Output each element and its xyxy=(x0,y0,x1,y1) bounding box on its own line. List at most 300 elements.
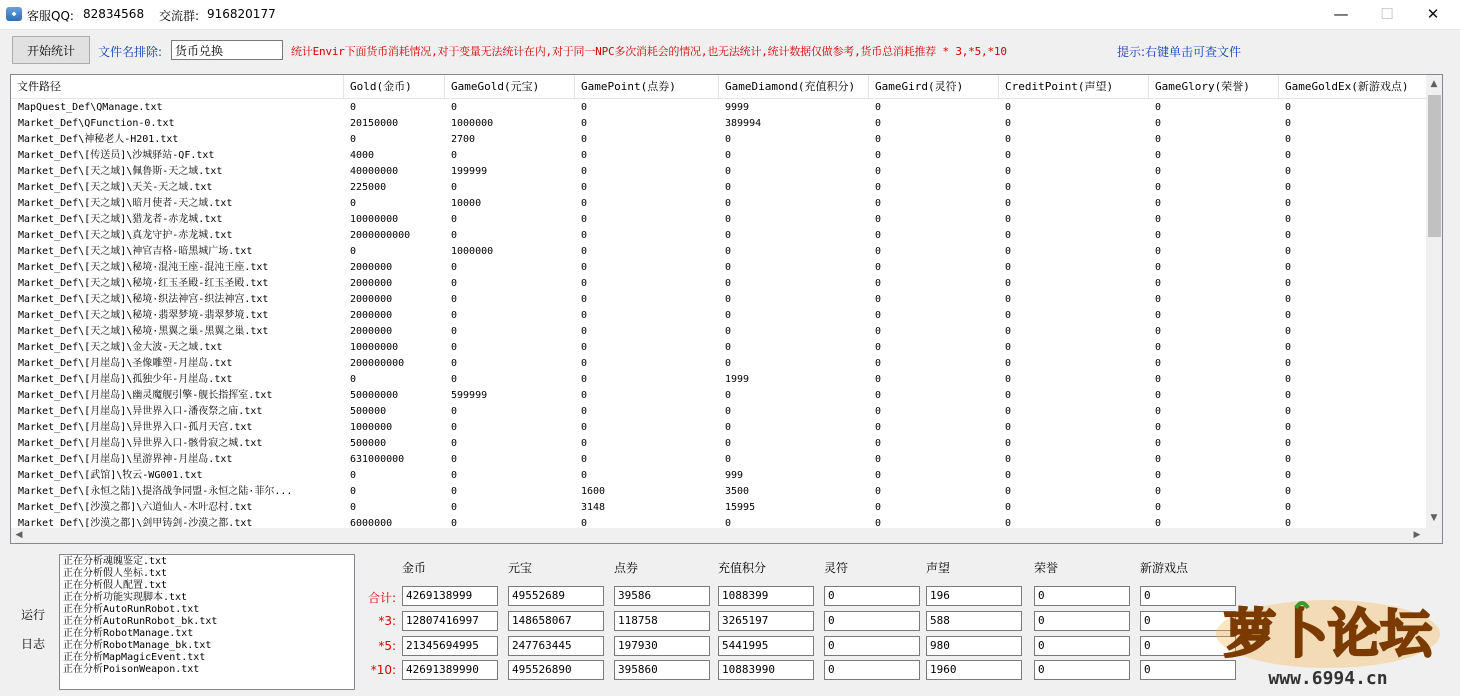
value-cell: 0 xyxy=(581,406,588,417)
start-statistics-button[interactable]: 开始统计 xyxy=(12,36,90,64)
value-cell: 0 xyxy=(1155,246,1162,257)
value-cell: 0 xyxy=(1005,454,1012,465)
value-cell: 9999 xyxy=(725,102,750,113)
table-row[interactable] xyxy=(11,260,1426,276)
log-line: 正在分析RobotManage_bk.txt xyxy=(63,640,212,651)
value-cell: 0 xyxy=(1285,390,1292,401)
column-header[interactable]: GameDiamond(充值积分) xyxy=(718,75,868,99)
value-cell: 0 xyxy=(1005,470,1012,481)
filter-exclude-input[interactable] xyxy=(171,40,283,60)
value-cell: 0 xyxy=(1005,230,1012,241)
log-line: 正在分析PoisonWeapon.txt xyxy=(63,664,200,675)
value-cell: 0 xyxy=(1155,294,1162,305)
value-cell: 0 xyxy=(875,358,882,369)
value-cell: 1000000 xyxy=(451,246,494,257)
value-cell: 0 xyxy=(581,422,588,433)
value-cell: 0 xyxy=(581,246,588,257)
file-path-cell: Market_Def\[天之域]\神官吉格-暗黑城广场.txt xyxy=(18,246,253,257)
value-cell: 0 xyxy=(350,134,357,145)
value-cell: 10000000 xyxy=(350,214,399,225)
value-cell: 0 xyxy=(1005,422,1012,433)
value-cell: 0 xyxy=(1285,438,1292,449)
log-label-bottom: 日志 xyxy=(21,637,46,651)
summary-value-field[interactable]: 39586 xyxy=(614,586,710,606)
value-cell: 225000 xyxy=(350,182,387,193)
value-cell: 0 xyxy=(875,454,882,465)
value-cell: 10000 xyxy=(451,198,482,209)
column-header[interactable]: GameGird(灵符) xyxy=(868,75,998,99)
summary-value-field[interactable]: 10883990 xyxy=(718,660,814,680)
summary-value-field[interactable]: 5441995 xyxy=(718,636,814,656)
table-row[interactable] xyxy=(11,116,1426,132)
summary-row-label: *3: xyxy=(378,614,396,628)
value-cell: 0 xyxy=(350,374,357,385)
value-cell: 0 xyxy=(1155,422,1162,433)
value-cell: 500000 xyxy=(350,438,387,449)
file-path-cell: Market_Def\[月崖岛]\异世界入口-骸骨寂之城.txt xyxy=(18,438,263,449)
column-header[interactable]: 文件路径 xyxy=(17,80,61,93)
value-cell: 0 xyxy=(451,294,458,305)
column-header[interactable]: GameGoldEx(新游戏点) xyxy=(1278,75,1426,99)
scroll-right-icon[interactable]: ▶ xyxy=(1413,530,1421,540)
value-cell: 0 xyxy=(1285,470,1292,481)
summary-value-field[interactable]: 0 xyxy=(1034,586,1130,606)
value-cell: 0 xyxy=(1155,438,1162,449)
value-cell: 0 xyxy=(581,118,588,129)
value-cell: 0 xyxy=(1285,358,1292,369)
summary-value-field[interactable]: 197930 xyxy=(614,636,710,656)
value-cell: 0 xyxy=(1005,406,1012,417)
results-grid[interactable] xyxy=(10,74,1443,544)
summary-value-field[interactable]: 247763445 xyxy=(508,636,604,656)
value-cell: 0 xyxy=(1285,406,1292,417)
grid-body xyxy=(11,100,1426,528)
value-cell: 0 xyxy=(1285,278,1292,289)
value-cell: 0 xyxy=(1155,390,1162,401)
value-cell: 0 xyxy=(451,406,458,417)
value-cell: 389994 xyxy=(725,118,762,129)
summary-value-field[interactable]: 0 xyxy=(824,611,920,631)
grid-header xyxy=(11,75,1426,99)
summary-value-field[interactable]: 0 xyxy=(1140,660,1236,680)
value-cell: 0 xyxy=(1005,342,1012,353)
value-cell: 0 xyxy=(875,438,882,449)
value-cell: 0 xyxy=(725,406,732,417)
value-cell: 2700 xyxy=(451,134,476,145)
value-cell: 999 xyxy=(725,470,744,481)
value-cell: 0 xyxy=(1005,310,1012,321)
value-cell: 0 xyxy=(875,262,882,273)
value-cell: 0 xyxy=(451,326,458,337)
value-cell: 0 xyxy=(581,310,588,321)
file-path-cell: Market_Def\[月崖岛]\异世界入口-潘夜祭之庙.txt xyxy=(18,406,263,417)
value-cell: 0 xyxy=(581,262,588,273)
value-cell: 0 xyxy=(1285,294,1292,305)
value-cell: 0 xyxy=(1005,502,1012,513)
value-cell: 15995 xyxy=(725,502,756,513)
minimize-icon[interactable]: — xyxy=(1333,5,1349,23)
table-row[interactable] xyxy=(11,196,1426,212)
value-cell: 0 xyxy=(1005,374,1012,385)
scroll-down-icon[interactable]: ▼ xyxy=(1430,513,1438,523)
summary-value-field[interactable]: 1088399 xyxy=(718,586,814,606)
summary-value-field[interactable]: 0 xyxy=(1140,636,1236,656)
summary-value-field[interactable]: 118758 xyxy=(614,611,710,631)
value-cell: 0 xyxy=(1005,150,1012,161)
summary-value-field[interactable]: 196 xyxy=(926,586,1022,606)
log-line: 正在分析魂魄鉴定.txt xyxy=(63,556,168,567)
table-row[interactable] xyxy=(11,388,1426,404)
value-cell: 0 xyxy=(581,454,588,465)
value-cell: 0 xyxy=(1155,102,1162,113)
summary-value-field[interactable]: 0 xyxy=(1034,660,1130,680)
value-cell: 0 xyxy=(1285,214,1292,225)
table-row[interactable] xyxy=(11,484,1426,500)
file-path-cell: Market_Def\[天之域]\真龙守护-赤龙城.txt xyxy=(18,230,233,241)
value-cell: 0 xyxy=(581,342,588,353)
value-cell: 0 xyxy=(1285,150,1292,161)
qq-value: 82834568 xyxy=(83,7,145,21)
value-cell: 0 xyxy=(581,390,588,401)
horizontal-scrollbar[interactable] xyxy=(11,528,1426,544)
summary-value-field[interactable]: 495526890 xyxy=(508,660,604,680)
scroll-up-icon[interactable]: ▲ xyxy=(1430,79,1438,89)
app-logo-icon: ◆ xyxy=(6,7,22,21)
value-cell: 0 xyxy=(875,326,882,337)
table-row[interactable] xyxy=(11,308,1426,324)
run-log-textarea[interactable] xyxy=(59,554,355,690)
value-cell: 0 xyxy=(725,342,732,353)
vertical-scrollbar[interactable] xyxy=(1426,75,1443,528)
value-cell: 0 xyxy=(581,230,588,241)
value-cell: 2000000 xyxy=(350,278,393,289)
scroll-corner xyxy=(1426,528,1443,544)
value-cell: 0 xyxy=(875,150,882,161)
vertical-scroll-thumb[interactable] xyxy=(1428,95,1441,237)
value-cell: 20150000 xyxy=(350,118,399,129)
file-path-cell: Market_Def\[天之域]\秘境·红玉圣殿-红玉圣殿.txt xyxy=(18,278,269,289)
value-cell: 0 xyxy=(875,278,882,289)
summary-value-field[interactable]: 588 xyxy=(926,611,1022,631)
value-cell: 0 xyxy=(875,342,882,353)
value-cell: 0 xyxy=(581,518,588,528)
summary-value-field[interactable]: 980 xyxy=(926,636,1022,656)
value-cell: 0 xyxy=(581,374,588,385)
file-path-cell: Market_Def\QFunction-0.txt xyxy=(18,118,175,129)
value-cell: 0 xyxy=(725,326,732,337)
summary-column-header: 点券 xyxy=(614,561,639,575)
table-row[interactable] xyxy=(11,404,1426,420)
table-row[interactable] xyxy=(11,228,1426,244)
watermark-logo-icon xyxy=(1208,594,1448,690)
file-path-cell: Market_Def\[月崖岛]\孤独少年-月崖岛.txt xyxy=(18,374,233,385)
table-row[interactable] xyxy=(11,100,1426,116)
value-cell: 0 xyxy=(451,278,458,289)
value-cell: 0 xyxy=(725,422,732,433)
summary-value-field[interactable]: 0 xyxy=(1034,636,1130,656)
watermark-brand: 萝卜论坛 xyxy=(1223,605,1433,665)
value-cell: 2000000000 xyxy=(350,230,411,241)
table-row[interactable] xyxy=(11,276,1426,292)
value-cell: 0 xyxy=(1005,390,1012,401)
value-cell: 0 xyxy=(725,134,732,145)
value-cell: 0 xyxy=(350,102,357,113)
value-cell: 0 xyxy=(350,502,357,513)
value-cell: 0 xyxy=(451,182,458,193)
value-cell: 0 xyxy=(875,230,882,241)
log-line: 正在分析假人配置.txt xyxy=(63,580,168,591)
summary-value-field[interactable]: 49552689 xyxy=(508,586,604,606)
value-cell: 0 xyxy=(451,470,458,481)
table-row[interactable] xyxy=(11,468,1426,484)
column-header[interactable]: Gold(金币) xyxy=(343,75,444,99)
summary-column-header: 充值积分 xyxy=(718,561,767,575)
summary-value-field[interactable]: 0 xyxy=(824,636,920,656)
value-cell: 631000000 xyxy=(350,454,405,465)
table-row[interactable] xyxy=(11,212,1426,228)
value-cell: 0 xyxy=(1155,326,1162,337)
value-cell: 0 xyxy=(581,166,588,177)
summary-value-field[interactable]: 148658067 xyxy=(508,611,604,631)
file-path-cell: Market_Def\[月崖岛]\异世界入口-孤月天宫.txt xyxy=(18,422,253,433)
table-row[interactable] xyxy=(11,164,1426,180)
value-cell: 0 xyxy=(581,150,588,161)
filter-label: 文件名排除: xyxy=(98,45,163,59)
summary-value-field[interactable]: 0 xyxy=(1034,611,1130,631)
value-cell: 0 xyxy=(1005,438,1012,449)
summary-value-field[interactable]: 21345694995 xyxy=(402,636,498,656)
value-cell: 500000 xyxy=(350,406,387,417)
value-cell: 0 xyxy=(1155,166,1162,177)
table-row[interactable] xyxy=(11,452,1426,468)
value-cell: 0 xyxy=(1155,262,1162,273)
value-cell: 0 xyxy=(1155,374,1162,385)
table-row[interactable] xyxy=(11,372,1426,388)
log-line: 正在分析功能实现脚本.txt xyxy=(63,592,188,603)
value-cell: 199999 xyxy=(451,166,488,177)
value-cell: 0 xyxy=(451,102,458,113)
file-path-cell: Market_Def\[天之域]\佩鲁斯-天之域.txt xyxy=(18,166,223,177)
table-row[interactable] xyxy=(11,356,1426,372)
file-path-cell: Market_Def\[月崖岛]\圣像雕塑-月崖岛.txt xyxy=(18,358,233,369)
file-path-cell: Market_Def\[天之域]\天关-天之域.txt xyxy=(18,182,213,193)
summary-column-header: 新游戏点 xyxy=(1140,561,1189,575)
value-cell: 0 xyxy=(875,310,882,321)
file-path-cell: Market_Def\[传送员]\沙城驿站-QF.txt xyxy=(18,150,215,161)
table-row[interactable] xyxy=(11,436,1426,452)
column-header[interactable]: CreditPoint(声望) xyxy=(998,75,1148,99)
column-header[interactable]: GameGold(元宝) xyxy=(444,75,574,99)
title-bar xyxy=(0,0,1460,30)
summary-value-field[interactable]: 0 xyxy=(1140,586,1236,606)
value-cell: 0 xyxy=(875,502,882,513)
value-cell: 0 xyxy=(875,182,882,193)
table-row[interactable] xyxy=(11,132,1426,148)
summary-value-field[interactable]: 0 xyxy=(1140,611,1236,631)
summary-row-label: *5: xyxy=(378,639,396,653)
value-cell: 0 xyxy=(1285,310,1292,321)
value-cell: 10000000 xyxy=(350,342,399,353)
value-cell: 0 xyxy=(725,150,732,161)
value-cell: 0 xyxy=(581,438,588,449)
summary-value-field[interactable]: 1960 xyxy=(926,660,1022,680)
summary-column-header: 元宝 xyxy=(508,561,533,575)
table-row[interactable] xyxy=(11,292,1426,308)
value-cell: 0 xyxy=(350,486,357,497)
value-cell: 0 xyxy=(1285,134,1292,145)
value-cell: 0 xyxy=(725,518,732,528)
value-cell: 0 xyxy=(451,358,458,369)
value-cell: 0 xyxy=(1285,422,1292,433)
value-cell: 0 xyxy=(1005,486,1012,497)
file-path-cell: Market_Def\[月崖岛]\幽灵魔舰引擎-舰长指挥室.txt xyxy=(18,390,273,401)
summary-value-field[interactable]: 4269138999 xyxy=(402,586,498,606)
summary-value-field[interactable]: 395860 xyxy=(614,660,710,680)
value-cell: 0 xyxy=(725,438,732,449)
summary-value-field[interactable]: 0 xyxy=(824,586,920,606)
value-cell: 0 xyxy=(581,358,588,369)
value-cell: 0 xyxy=(1005,518,1012,528)
value-cell: 0 xyxy=(1285,118,1292,129)
value-cell: 1000000 xyxy=(451,118,494,129)
value-cell: 3148 xyxy=(581,502,606,513)
value-cell: 0 xyxy=(581,326,588,337)
file-path-cell: MapQuest_Def\QManage.txt xyxy=(18,102,163,113)
value-cell: 0 xyxy=(581,182,588,193)
value-cell: 0 xyxy=(1155,486,1162,497)
value-cell: 0 xyxy=(875,246,882,257)
value-cell: 0 xyxy=(875,198,882,209)
value-cell: 0 xyxy=(581,278,588,289)
value-cell: 0 xyxy=(1005,278,1012,289)
table-row[interactable] xyxy=(11,244,1426,260)
table-row[interactable] xyxy=(11,500,1426,516)
value-cell: 0 xyxy=(1005,134,1012,145)
value-cell: 0 xyxy=(1285,486,1292,497)
summary-column-header: 灵符 xyxy=(824,561,849,575)
value-cell: 2000000 xyxy=(350,326,393,337)
summary-value-field[interactable]: 12807416997 xyxy=(402,611,498,631)
value-cell: 0 xyxy=(875,470,882,481)
value-cell: 0 xyxy=(1155,198,1162,209)
value-cell: 0 xyxy=(1005,198,1012,209)
value-cell: 0 xyxy=(350,246,357,257)
value-cell: 0 xyxy=(1155,470,1162,481)
value-cell: 0 xyxy=(451,422,458,433)
value-cell: 0 xyxy=(1285,246,1292,257)
file-path-cell: Market_Def\[天之域]\秘境·黑翼之巢-黑翼之巢.txt xyxy=(18,326,269,337)
summary-value-field[interactable]: 42691389990 xyxy=(402,660,498,680)
value-cell: 0 xyxy=(1005,182,1012,193)
log-line: 正在分析AutoRunRobot.txt xyxy=(63,604,200,615)
value-cell: 0 xyxy=(1285,454,1292,465)
table-row[interactable] xyxy=(11,340,1426,356)
value-cell: 0 xyxy=(581,102,588,113)
summary-value-field[interactable]: 3265197 xyxy=(718,611,814,631)
value-cell: 200000000 xyxy=(350,358,405,369)
watermark-domain: www.6994.cn xyxy=(1268,668,1388,689)
value-cell: 0 xyxy=(725,278,732,289)
value-cell: 0 xyxy=(350,198,357,209)
value-cell: 0 xyxy=(1155,214,1162,225)
value-cell: 0 xyxy=(875,374,882,385)
value-cell: 2000000 xyxy=(350,294,393,305)
summary-value-field[interactable]: 0 xyxy=(824,660,920,680)
value-cell: 0 xyxy=(1155,358,1162,369)
value-cell: 0 xyxy=(451,230,458,241)
table-row[interactable] xyxy=(11,516,1426,528)
value-cell: 0 xyxy=(581,294,588,305)
value-cell: 0 xyxy=(875,294,882,305)
close-icon[interactable]: ✕ xyxy=(1426,5,1440,23)
qq-label: 客服QQ: xyxy=(27,9,74,23)
value-cell: 0 xyxy=(1285,262,1292,273)
value-cell: 0 xyxy=(350,470,357,481)
value-cell: 0 xyxy=(1155,518,1162,528)
summary-row-label: *10: xyxy=(370,663,396,677)
value-cell: 0 xyxy=(875,390,882,401)
value-cell: 0 xyxy=(1005,358,1012,369)
value-cell: 0 xyxy=(1005,294,1012,305)
value-cell: 0 xyxy=(1155,118,1162,129)
table-row[interactable] xyxy=(11,148,1426,164)
table-row[interactable] xyxy=(11,420,1426,436)
value-cell: 0 xyxy=(1005,102,1012,113)
value-cell: 0 xyxy=(725,310,732,321)
value-cell: 0 xyxy=(725,262,732,273)
file-path-cell: Market_Def\[天之域]\猎龙者-赤龙城.txt xyxy=(18,214,223,225)
value-cell: 0 xyxy=(875,214,882,225)
value-cell: 0 xyxy=(1155,502,1162,513)
file-path-cell: Market_Def\[天之域]\秘境·翡翠梦境-翡翠梦境.txt xyxy=(18,310,269,321)
value-cell: 0 xyxy=(1285,374,1292,385)
table-row[interactable] xyxy=(11,180,1426,196)
value-cell: 0 xyxy=(725,214,732,225)
summary-column-header: 荣誉 xyxy=(1034,561,1059,575)
file-path-cell: Market_Def\[天之域]\秘境·织法神宫-织法神宫.txt xyxy=(18,294,269,305)
value-cell: 0 xyxy=(451,486,458,497)
value-cell: 1999 xyxy=(725,374,750,385)
scroll-left-icon[interactable]: ◀ xyxy=(15,530,23,540)
value-cell: 0 xyxy=(451,438,458,449)
log-line: 正在分析AutoRunRobot_bk.txt xyxy=(63,616,218,627)
value-cell: 0 xyxy=(875,406,882,417)
file-path-cell: Market_Def\[天之域]\金大波-天之域.txt xyxy=(18,342,223,353)
value-cell: 0 xyxy=(875,118,882,129)
column-header[interactable]: GameGlory(荣誉) xyxy=(1148,75,1278,99)
value-cell: 1000000 xyxy=(350,422,393,433)
value-cell: 3500 xyxy=(725,486,750,497)
value-cell: 0 xyxy=(1285,166,1292,177)
value-cell: 0 xyxy=(451,262,458,273)
notice-text: 统计Envir下面货币消耗情况,对于变量无法统计在内,对于同一NPC多次消耗会的情况,也无法统计,统计数据仅做参考,货币总消耗推荐 * 3,*5,*10 xyxy=(291,45,1007,58)
value-cell: 0 xyxy=(1285,518,1292,528)
maximize-icon: ☐ xyxy=(1380,5,1394,23)
value-cell: 0 xyxy=(581,470,588,481)
group-value: 916820177 xyxy=(207,7,276,21)
value-cell: 0 xyxy=(451,214,458,225)
column-header[interactable]: GamePoint(点券) xyxy=(574,75,718,99)
value-cell: 0 xyxy=(1155,278,1162,289)
value-cell: 0 xyxy=(1285,182,1292,193)
summary-column-header: 声望 xyxy=(926,561,951,575)
value-cell: 0 xyxy=(451,342,458,353)
table-row[interactable] xyxy=(11,324,1426,340)
value-cell: 0 xyxy=(451,150,458,161)
value-cell: 2000000 xyxy=(350,262,393,273)
value-cell: 0 xyxy=(725,182,732,193)
file-path-cell: Market_Def\[天之域]\秘境·混沌王座-混沌王座.txt xyxy=(18,262,269,273)
